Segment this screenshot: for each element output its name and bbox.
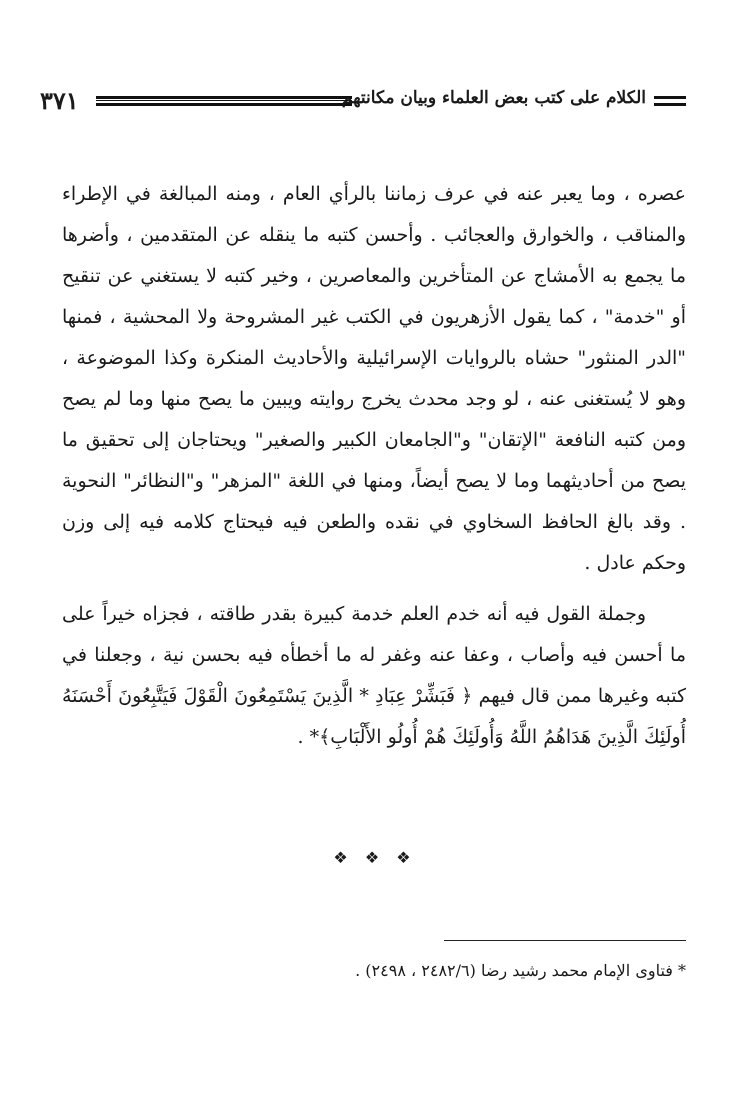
- main-text: [62, 174, 686, 758]
- paragraph-1: عصره ، وما يعبر عنه في عرف زماننا بالرأي العام ، ومنه المبالغة في الإطراء والمناقب ، والخوارق والعجائب . وأحسن كتبه ما ينقله عن المتقدمين ، وأضرها ما يجمع به الأمشاج عن المتأخرين والمعاصرين ، وخير كتبه لا يستغني عن تنقيح أو "خدمة" ، كما يقول الأزهريون في الكتب غير المشروحة ولا المحشية ، فمنها "الدر المنثور" حشاه بالروايات الإسرائيلية والأحاديث المنكرة وكذا الموضوعة ، وهو لا يُستغنى عنه ، لو وجد محدث يخرج روايته ويبين ما يصح منها وما لم يصح ومن كتبه النافعة "الإتقان" و"الجامعان الكبير والصغير" ويحتاجان إلى تحقيق ما يصح من أحاديثهما وما لا يصح أيضاً، ومنها في اللغة "المزهر" و"النظائر" النحوية . وقد بالغ الحافظ السخاوي في نقده والطعن فيه فيحتاج كلامه فيه إلى وزن وحكم عادل .: [62, 183, 686, 574]
- page-header: [40, 84, 686, 120]
- header-rule-short: [654, 96, 686, 106]
- footnote-divider: [444, 940, 686, 941]
- paragraph-2: وجملة القول فيه أنه خدم العلم خدمة كبيرة بقدر طاقته ، فجزاه خيراً على ما أحسن فيه وأصاب ، وعفا عنه وغفر له ما أخطأه فيه بحسن نية ، وجعلنا في كتبه وغيرها ممن قال فيهم ﴿ فَبَشِّرْ عِبَادِ * الَّذِينَ يَسْتَمِعُونَ الْقَوْلَ فَيَتَّبِعُونَ أَحْسَنَهُ أُولَئِكَ الَّذِينَ هَدَاهُمُ اللَّهُ وَأُولَئِكَ هُمْ أُولُو الأَلْبَابِ﴾* .: [62, 603, 686, 748]
- footnote: * فتاوى الإمام محمد رشيد رضا (٢٤٨٢/٦ ، ٢٤٩٨) .: [355, 961, 686, 980]
- page-number: ٣٧١: [40, 86, 79, 115]
- header-rule-long: [96, 96, 352, 106]
- section-separator: ❖ ❖ ❖: [333, 848, 417, 867]
- running-title: الكلام على كتب بعض العلماء وبيان مكانتهم: [341, 88, 646, 108]
